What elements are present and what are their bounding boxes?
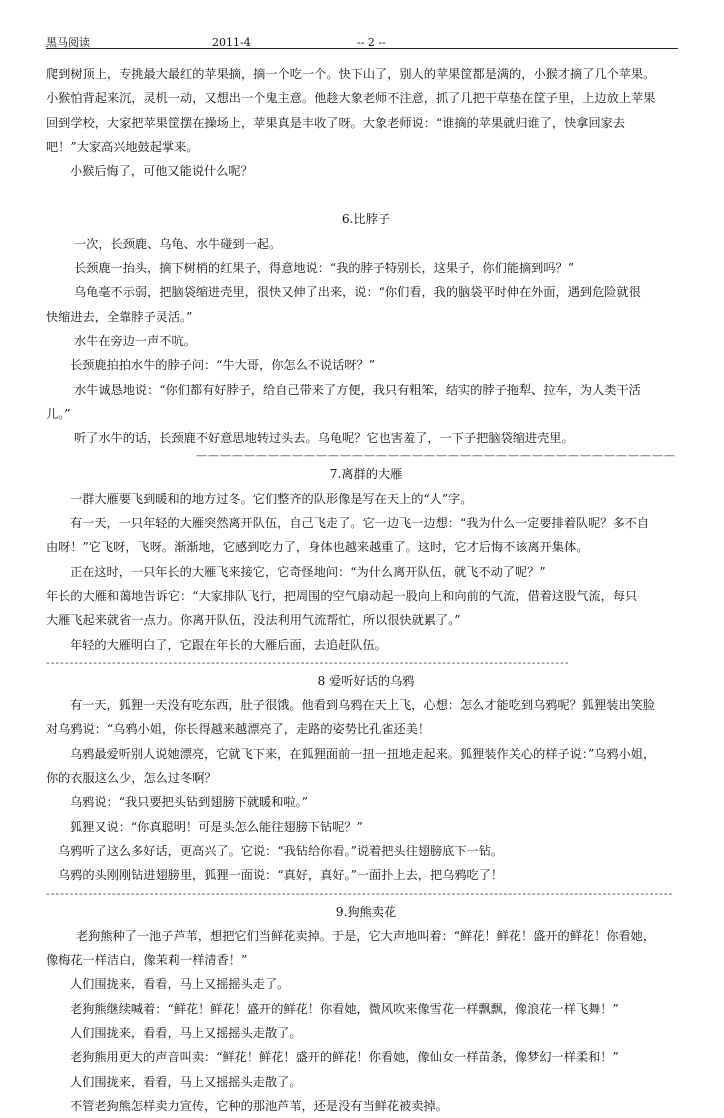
section-separator: --------------------------------------------------------------------------------------------------------------- [46, 655, 570, 669]
paragraph-line: 大雁飞起来就省一点力。你离开队伍，没法利用气流帮忙，所以很快就累了。” [46, 613, 461, 628]
paragraph-line: 吧！”大家高兴地鼓起掌来。 [46, 139, 199, 154]
paragraph-line: 狐狸又说：“你真聪明！可是头怎么能往翅膀下钻呢？” [70, 819, 363, 834]
paragraph-line: 人们围拢来，看看，马上又摇摇头走了。 [70, 977, 290, 992]
paragraph-line: 你的衣服这么少，怎么过冬啊？ [46, 771, 217, 786]
paragraph-line: 像梅花一样洁白，像茉莉一样清香！” [46, 953, 248, 968]
paragraph-line: 正在这时，一只年长的大雁飞来接它，它奇怪地问：“为什么离开队伍，就飞不动了呢？” [70, 564, 546, 579]
paragraph-line: 快缩进去，全靠脖子灵活。” [46, 309, 193, 324]
paragraph-line: 老狗熊种了一池子芦苇，想把它们当鲜花卖掉。于是，它大声地叫着：“鲜花！鲜花！盛开的鲜花！你看她， [76, 928, 656, 943]
paragraph-line: 一次，长颈鹿、乌龟、水牛碰到一起。 [74, 236, 282, 251]
paragraph-line: 有一天，狐狸一天没有吃东西，肚子很饿。他看到乌鸦在天上飞，心想：怎么才能吃到乌鸦呢？狐狸装出笑脸 [70, 698, 655, 713]
paragraph-line: 老狗熊用更大的声音叫卖：“鲜花！鲜花！盛开的鲜花！你看她，像仙女一样苗条，像梦幻一样柔和！” [70, 1050, 619, 1065]
paragraph-line: 儿。” [46, 406, 71, 421]
paragraph-line: 年长的大雁和蔼地告诉它：“大家排队飞行，把周围的空气扇动起一股向上和向前的气流，借着这股气流，每只 [46, 588, 638, 603]
paragraph-line: 不管老狗熊怎样卖力宣传，它种的那池芦苇，还是没有当鲜花被卖掉。 [70, 1098, 448, 1113]
blank-line [46, 183, 686, 207]
paragraph-line: 听了水牛的话，长颈鹿不好意思地转过头去。乌龟呢？它也害羞了，一下子把脑袋缩进壳里。 [74, 431, 574, 446]
paragraph-line: 乌鸦说：“我只要把头钻到翅膀下就暖和啦。” [70, 795, 308, 810]
paragraph-line: 乌龟毫不示弱，把脑袋缩进壳里，很快又伸了出来，说：“你们看，我的脑袋平时伸在外面，遇到危险就很 [74, 285, 641, 300]
paragraph-line: 人们围拢来，看看，马上又摇摇头走散了。 [70, 1025, 302, 1040]
paragraph-line: 乌鸦最爱听别人说她漂亮，它就飞下来，在狐狸面前一扭一扭地走起来。狐狸装作关心的样子说：”乌鸦小姐， [70, 746, 656, 761]
story-title-7: 7.离群的大雁 [329, 467, 403, 482]
header-brand: 黑马阅读 [46, 36, 90, 49]
paragraph-line: 水牛在旁边一声不吭。 [74, 333, 196, 348]
paragraph-line: 有一天，一只年轻的大雁突然离开队伍，自己飞走了。它一边飞一边想：“我为什么一定要排着队呢？多不自 [70, 516, 650, 531]
paragraph-line: 小猴怕背起来沉，灵机一动，又想出一个鬼主意。他趁大象老师不注意，抓了几把干草垫在筐子里，上边放上苹果 [46, 91, 656, 106]
paragraph-line: 一群大雁要飞到暖和的地方过冬。它们整齐的队形像是写在天上的“人”字。 [70, 491, 473, 506]
header-rule [46, 48, 678, 49]
paragraph-line: 长颈鹿拍拍水牛的脖子问：“牛大哥，你怎么不说话呀？” [70, 358, 375, 373]
paragraph-line: 爬到树顶上，专挑最大最红的苹果摘，摘一个吃一个。快下山了，别人的苹果筐都是满的，小猴才摘了几个苹果。 [46, 67, 656, 81]
paragraph-line: 乌鸦听了这么多好话，更高兴了。它说：“我钻给你看。”说着把头往翅膀底下一钻。 [58, 843, 504, 858]
paragraph-line: 人们围拢来，看看，马上又摇摇头走散了。 [70, 1074, 302, 1089]
story-title-6: 6.比脖子 [341, 212, 391, 227]
paragraph-line: 对乌鸦说：“乌鸦小姐，你长得越来越漂亮了，走路的姿势比孔雀还美！ [46, 722, 431, 737]
paragraph-line: 长颈鹿一抬头，摘下树梢的红果子，得意地说：“我的脖子特别长，这果子，你们能摘到吗？” [74, 261, 574, 276]
section-separator: ———————————————————————————————————————— [196, 449, 676, 463]
paragraph-line: 由呀！”它飞呀，飞呀。渐渐地，它感到吃力了，身体也越来越重了。这时，它才后悔不该离开集体。 [46, 540, 589, 555]
header-date: 2011-4 [212, 36, 251, 49]
paragraph-line: 年轻的大雁明白了，它跟在年长的大雁后面，去追赶队伍。 [70, 637, 387, 652]
paragraph-line: 老狗熊继续喊着：“鲜花！鲜花！盛开的鲜花！你看她，微风吹来像雪花一样飘飘，像浪花一样飞舞！” [70, 1001, 619, 1016]
paragraph-line: 水牛诚恳地说：“你们都有好脖子，给自己带来了方便，我只有粗笨，结实的脖子拖犁、拉车，为人类干活 [74, 382, 641, 397]
section-separator: ------------------------------------------------------------------------------------------------------------------------------------- [46, 886, 674, 900]
header-page-number: -- 2 -- [357, 36, 386, 49]
article-body [46, 62, 686, 1118]
paragraph-line: 小猴后悔了，可他又能说什么呢？ [70, 164, 253, 179]
paragraph-line: 乌鸦的头刚刚钻进翅膀里，狐狸一面说：“真好，真好。”一面扑上去，把乌鸦吃了！ [58, 868, 504, 883]
story-title-8: 8 爱听好话的乌鸦 [317, 673, 415, 688]
story-title-9: 9.狗熊卖花 [335, 904, 397, 919]
paragraph-line: 回到学校，大家把苹果筐摆在操场上，苹果真是丰收了呀。大象老师说：“谁摘的苹果就归谁了，快拿回家去 [46, 115, 626, 130]
